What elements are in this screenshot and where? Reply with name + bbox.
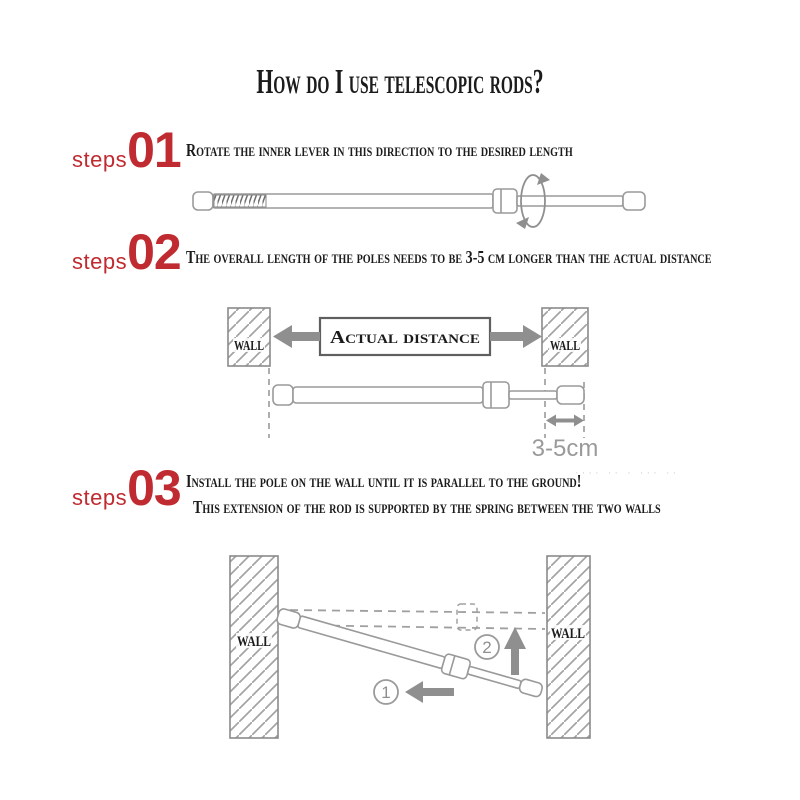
marker-1-number: 1 xyxy=(381,683,391,702)
up-arrow xyxy=(504,627,526,675)
telescopic-rod xyxy=(193,189,645,213)
step-01-text: Rotate the inner lever in this direction to the desired length xyxy=(186,140,573,160)
gap-measure-arrow xyxy=(546,415,584,427)
marker-2-number: 2 xyxy=(482,638,492,657)
step-03-badge xyxy=(72,460,181,516)
step-03-number: 03 xyxy=(127,460,181,516)
step-03-text-line2: This extension of the rod is supported by the spring between the two walls xyxy=(193,497,661,517)
left-wall-label: WALL xyxy=(234,339,264,354)
rod-left-cap xyxy=(193,192,213,210)
rod-left-cap xyxy=(273,385,293,405)
step-02-distance-diagram xyxy=(210,298,610,466)
rod-coupling xyxy=(493,189,517,213)
left-arrow xyxy=(405,681,454,703)
gap-label: 3-5cm xyxy=(531,435,599,462)
step-02-text: The overall length of the poles needs to be 3-5 cm longer than the actual distance xyxy=(186,247,712,267)
rod-inner-tube xyxy=(509,391,557,399)
step-02-badge xyxy=(72,224,181,280)
step-01-number: 01 xyxy=(127,122,181,178)
step-01-badge xyxy=(72,122,181,178)
step-01-rod-diagram xyxy=(150,173,670,233)
step-03-text-line1: Install the pole on the wall until it is parallel to the ground! xyxy=(186,471,582,491)
right-wall xyxy=(547,556,590,738)
arrow-to-left-wall xyxy=(273,325,320,348)
step-03-install-diagram xyxy=(200,540,620,762)
rod-right-cap xyxy=(557,386,584,404)
rod-coupling xyxy=(441,653,472,679)
telescopic-rod xyxy=(273,382,584,408)
rod-outer-tube xyxy=(293,387,483,403)
left-wall-label: WALL xyxy=(237,634,271,650)
rod-coupling xyxy=(483,382,509,408)
left-wall xyxy=(228,308,270,366)
page-title: How do I use telescopic rods? xyxy=(256,62,544,101)
rod-outer-tube xyxy=(298,616,445,669)
right-wall-label: WALL xyxy=(551,626,585,642)
rod-inner-tube xyxy=(517,196,623,206)
rod-right-cap xyxy=(623,192,645,210)
faded-print-artifact: ···· ·· · ··· ·· xyxy=(575,467,680,479)
step-01-label: steps xyxy=(72,147,128,172)
step-02-number: 02 xyxy=(127,224,181,280)
actual-distance-label: Actual distance xyxy=(330,327,480,347)
step-03-label: steps xyxy=(72,485,128,510)
right-wall-label: WALL xyxy=(550,339,580,354)
telescopic-rod-tilted xyxy=(275,606,544,701)
right-wall xyxy=(542,308,588,366)
step-02-label: steps xyxy=(72,249,128,274)
arrow-to-right-wall xyxy=(490,325,542,348)
rod-right-cap xyxy=(518,678,543,698)
rod-spring xyxy=(214,195,266,207)
